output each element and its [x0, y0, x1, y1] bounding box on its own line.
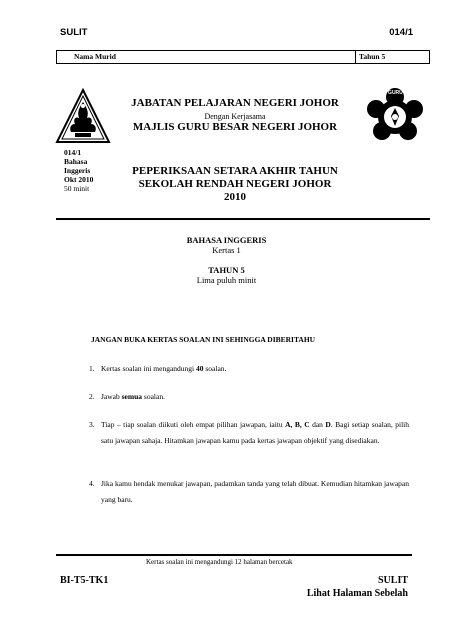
- title-line-5: SEKOLAH RENDAH NEGERI JOHOR: [138, 178, 332, 190]
- side-duration: 50 minit: [64, 184, 90, 193]
- footer-classification: SULIT: [377, 575, 408, 586]
- paper-number: Kertas 1: [212, 245, 241, 255]
- header-paper-code: 014/1: [389, 27, 413, 38]
- name-label: Nama Murid: [74, 52, 116, 61]
- side-subject-2: Inggeris: [64, 166, 91, 175]
- side-code: 014/1: [64, 148, 82, 157]
- footer-code: BI-T5-TK1: [60, 575, 109, 586]
- divider-bottom: [56, 554, 412, 556]
- instruction-text: Tiap – tiap soalan diikuti oleh empat pilihan jawapan, iaitu A, B, C dan D. Bagi setiap soalan, pilih satu jawapan sahaja. Hitamkan jawapan kamu pada kertas jawapan objektif yang disediakan.: [101, 420, 409, 445]
- do-not-open-warning: JANGAN BUKA KERTAS SOALAN INI SEHINGGA DIBERITAHU: [91, 335, 316, 344]
- instruction-item: 3. Tiap – tiap soalan diikuti oleh empat pilihan jawapan, iaitu A, B, C dan D. Bagi setiap soalan, pilih satu jawapan sahaja. Hitamkan jawapan kamu pada kertas jawapan objektif yang disediakan.: [89, 417, 409, 467]
- side-date: Okt 2010: [64, 175, 94, 184]
- duration-text: Lima puluh minit: [196, 275, 257, 285]
- page-count-note: Kertas soalan ini mengandungi 12 halaman bercetak: [146, 558, 293, 566]
- johor-state-crest-icon: [55, 88, 111, 144]
- divider-top: [56, 218, 430, 220]
- instruction-text: Jika kamu hendak menukar jawapan, padamkan tanda yang telah dibuat. Kemudian hitamkan jawapan yang baru.: [101, 479, 409, 504]
- subject-name: BAHASA INGGERIS: [186, 235, 267, 245]
- paper-side-info: [64, 148, 93, 193]
- majlis-guru-besar-emblem-icon: [366, 85, 424, 147]
- year-level: TAHUN 5: [208, 265, 245, 275]
- title-line-4: PEPERIKSAAN SETARA AKHIR TAHUN: [132, 165, 338, 177]
- instruction-item: 4. Jika kamu hendak menukar jawapan, padamkan tanda yang telah dibuat. Kemudian hitamkan jawapan yang baru.: [89, 476, 409, 510]
- header-classification: SULIT: [60, 27, 88, 38]
- title-line-6: 2010: [224, 191, 246, 203]
- title-line-3: MAJLIS GURU BESAR NEGERI JOHOR: [132, 121, 338, 133]
- next-page-note: Lihat Halaman Sebelah: [306, 588, 408, 599]
- side-subject-1: Bahasa: [64, 157, 88, 166]
- emblem-text: MAJLIS GURU BESAR: [368, 90, 422, 96]
- year-label: Tahun 5: [359, 52, 386, 61]
- title-line-1: JABATAN PELAJARAN NEGERI JOHOR: [131, 97, 339, 109]
- student-name-box: [56, 50, 430, 64]
- title-line-2: Dengan Kerjasama: [204, 112, 266, 121]
